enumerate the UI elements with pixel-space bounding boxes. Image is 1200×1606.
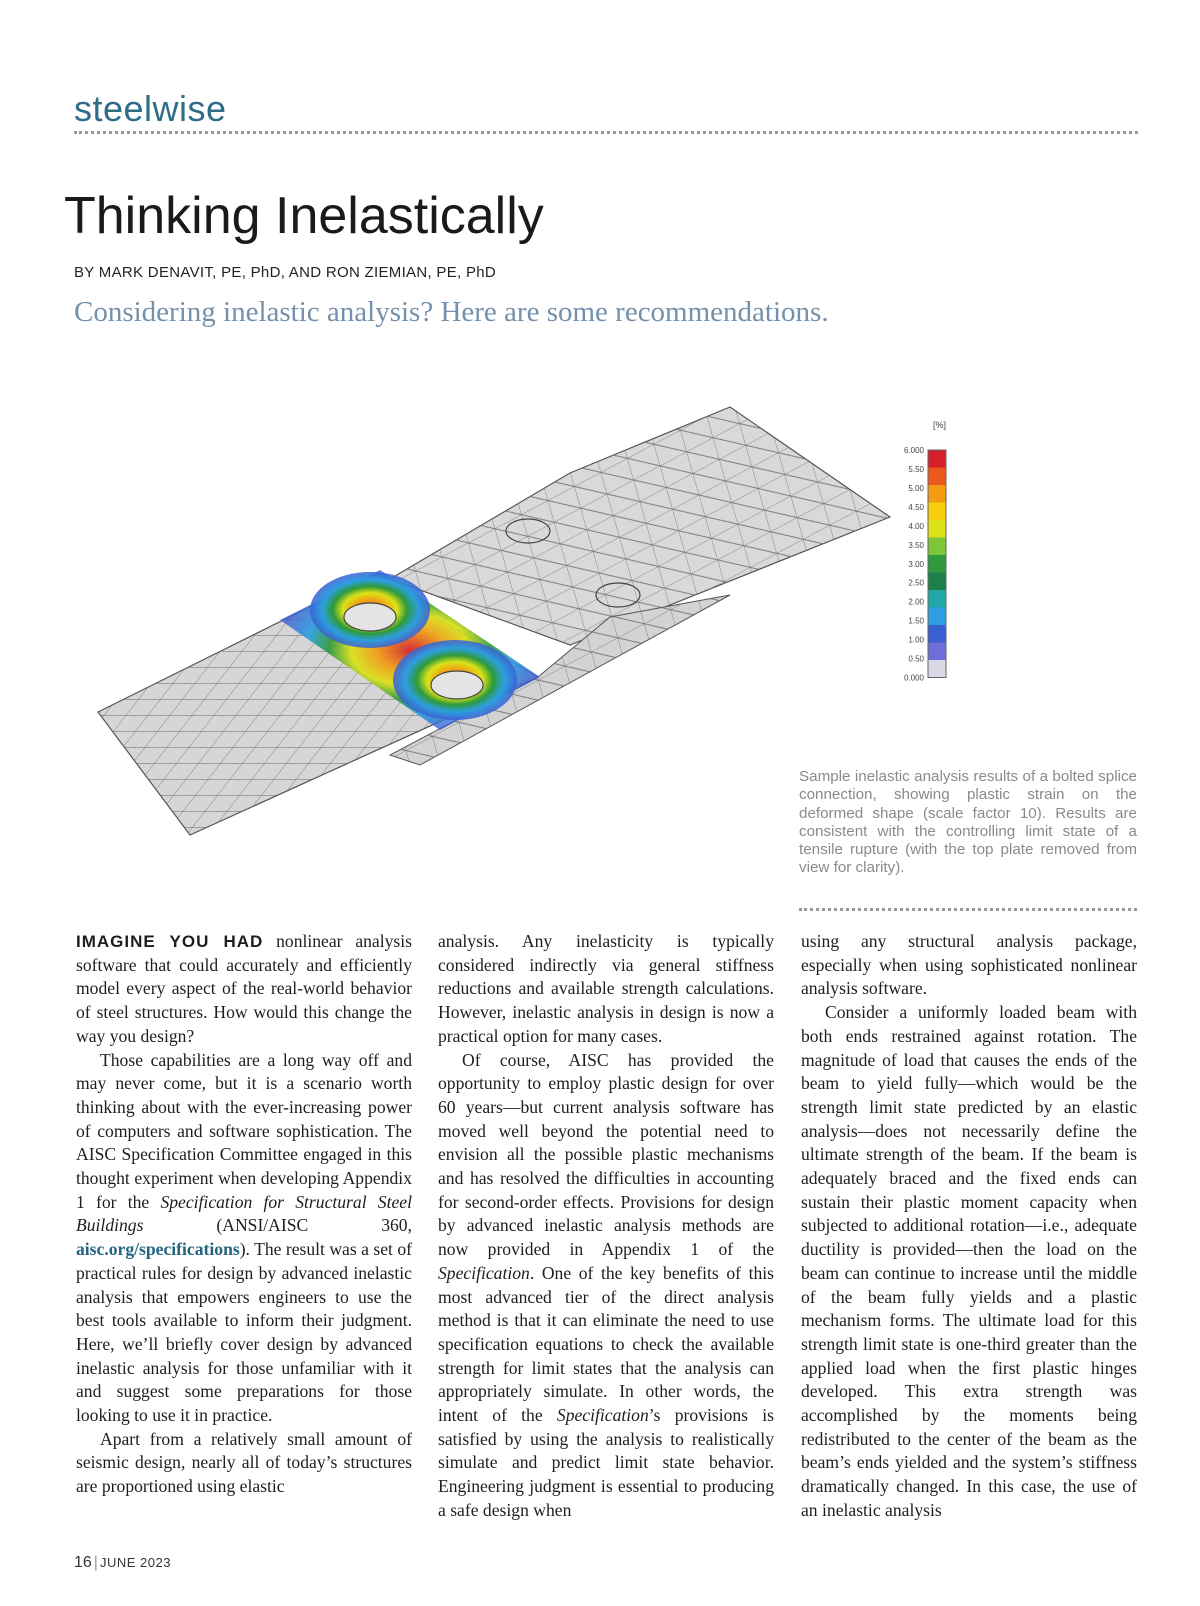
legend-tick-label: 4.50 [908, 502, 924, 512]
article-title: Thinking Inelastically [64, 187, 544, 245]
paragraph: Those capabilities are a long way off and may never come, but it is a scenario worth thinking about with the ever-increasing power of computers and software sophistication. The AISC Specification Committee engaged in this thought experiment when developing Appendix 1 for the Specification for Structural Steel Buildings (ANSI/AISC 360, aisc.org/specifications). The result was a set of practical rules for design by advanced inelastic analysis that empowers engineers to use the best tools available to inform their judgment. Here, we’ll briefly cover design by advanced inelastic analysis for those unfamiliar with it and suggest some preparations for those looking to use it in practice. [76, 1049, 412, 1426]
legend-swatch [928, 573, 946, 591]
legend-swatch [928, 503, 946, 521]
legend-tick-label: 5.50 [908, 464, 924, 474]
legend-swatch [928, 660, 946, 678]
paragraph: Apart from a relatively small amount of seismic design, nearly all of today’s structures are proportioned using elastic [76, 1428, 412, 1497]
paragraph: using any structural analysis package, especially when using sophisticated nonlinear analysis software. [801, 931, 1137, 999]
legend-tick-label: 3.00 [908, 559, 924, 569]
byline: BY MARK DENAVIT, PE, PhD, AND RON ZIEMIAN, PE, PhD [74, 264, 497, 281]
legend-swatch [928, 468, 946, 486]
paragraph: Consider a uniformly loaded beam with both ends restrained against rotation. The magnitude of load that causes the ends of the beam to yield fully—which would be the strength limit state predicted by an elastic analysis—does not necessarily define the ultimate strength of the beam. If the beam is adequately braced and the fixed ends can sustain their plastic moment capacity when subjected to additional rotation—i.e., adequate ductility is provided—then the load on the beam can continue to increase until the middle of the beam fully yields and a plastic mechanism forms. The ultimate load for this strength limit state is one-third greater than the applied load when the first plastic hinges developed. This extra strength was accomplished by the moments being redistributed to the center of the beam as the beam’s ends yielded and the system’s stiffness dramatically changed. In this case, the use of an inelastic analysis [801, 1002, 1137, 1520]
legend-tick-label: 4.00 [908, 521, 924, 531]
section-tag: steelwise [74, 88, 227, 129]
body-column-2 [438, 930, 774, 1523]
legend-swatch [928, 608, 946, 626]
body-column-3 [801, 930, 1137, 1523]
lead-in: IMAGINE YOU HAD [76, 932, 264, 951]
legend-tick-label: 0.50 [908, 654, 924, 664]
legend-tick-label: 3.50 [908, 540, 924, 550]
legend-swatch [928, 520, 946, 538]
issue-date: JUNE 2023 [99, 1555, 171, 1570]
legend-tick-label: 2.50 [908, 578, 924, 588]
far-plate [390, 407, 890, 645]
specification-link[interactable]: aisc.org/specifications [76, 1239, 240, 1260]
page-number: 16 [74, 1554, 92, 1571]
legend-swatch [928, 485, 946, 503]
legend-tick-label: 5.00 [908, 483, 924, 493]
legend-tick-label: 2.00 [908, 597, 924, 607]
legend-tick-label: 6.000 [903, 446, 924, 455]
legend-swatch [928, 538, 946, 556]
header-dotted-rule [74, 131, 1138, 134]
legend-swatch [928, 555, 946, 573]
legend-swatch [928, 625, 946, 643]
legend-tick-label: 1.50 [908, 616, 924, 626]
legend-tick-label: 0.000 [903, 673, 924, 683]
legend-tick-label: 1.00 [908, 635, 924, 645]
paragraph: Of course, AISC has provided the opportunity to employ plastic design for over 60 years—but current analysis software has moved well beyond the potential need to envision all the possible plastic mechanisms and has resolved the difficulties in accounting for second-order effects. Provisions for design by advanced inelastic analysis methods are now provided in Appendix 1 of the Specification. One of the key benefits of this most advanced tier of the direct analysis method is that it can eliminate the need to use specification equations to check the available strength for limit states that the analysis can appropriately simulate. In other words, the intent of the Specification’s provisions is satisfied by using the analysis to realistically simulate and predict limit state behavior. Engineering judgment is essential to producing a safe design when [438, 1049, 774, 1520]
legend-unit: [%] [933, 420, 947, 430]
deck: Considering inelastic analysis? Here are some recommendations. [74, 296, 829, 328]
legend-swatch [928, 450, 946, 468]
caption-dotted-rule [799, 908, 1137, 911]
page-footer: 16 | JUNE 2023 [74, 1554, 171, 1571]
strain-legend [904, 420, 946, 683]
figure-caption: Sample inelastic analysis results of a bolted splice connection, showing plastic strain on the deformed shape (scale factor 10). Results are consistent with the controlling limit state of a tensile rupture (with the top plate removed from view for clarity). [799, 768, 1137, 877]
legend-swatch [928, 590, 946, 608]
paragraph: IMAGINE YOU HAD nonlinear analysis software that could accurately and efficiently model every aspect of the real-world behavior of steel structures. How would this change the way you design? [76, 931, 412, 1046]
paragraph: analysis. Any inelasticity is typically considered indirectly via general stiffness reductions and available strength calculations. However, inelastic analysis in design is now a practical option for many cases. [438, 931, 774, 1046]
body-column-1 [76, 930, 412, 1499]
legend-swatch [928, 643, 946, 661]
